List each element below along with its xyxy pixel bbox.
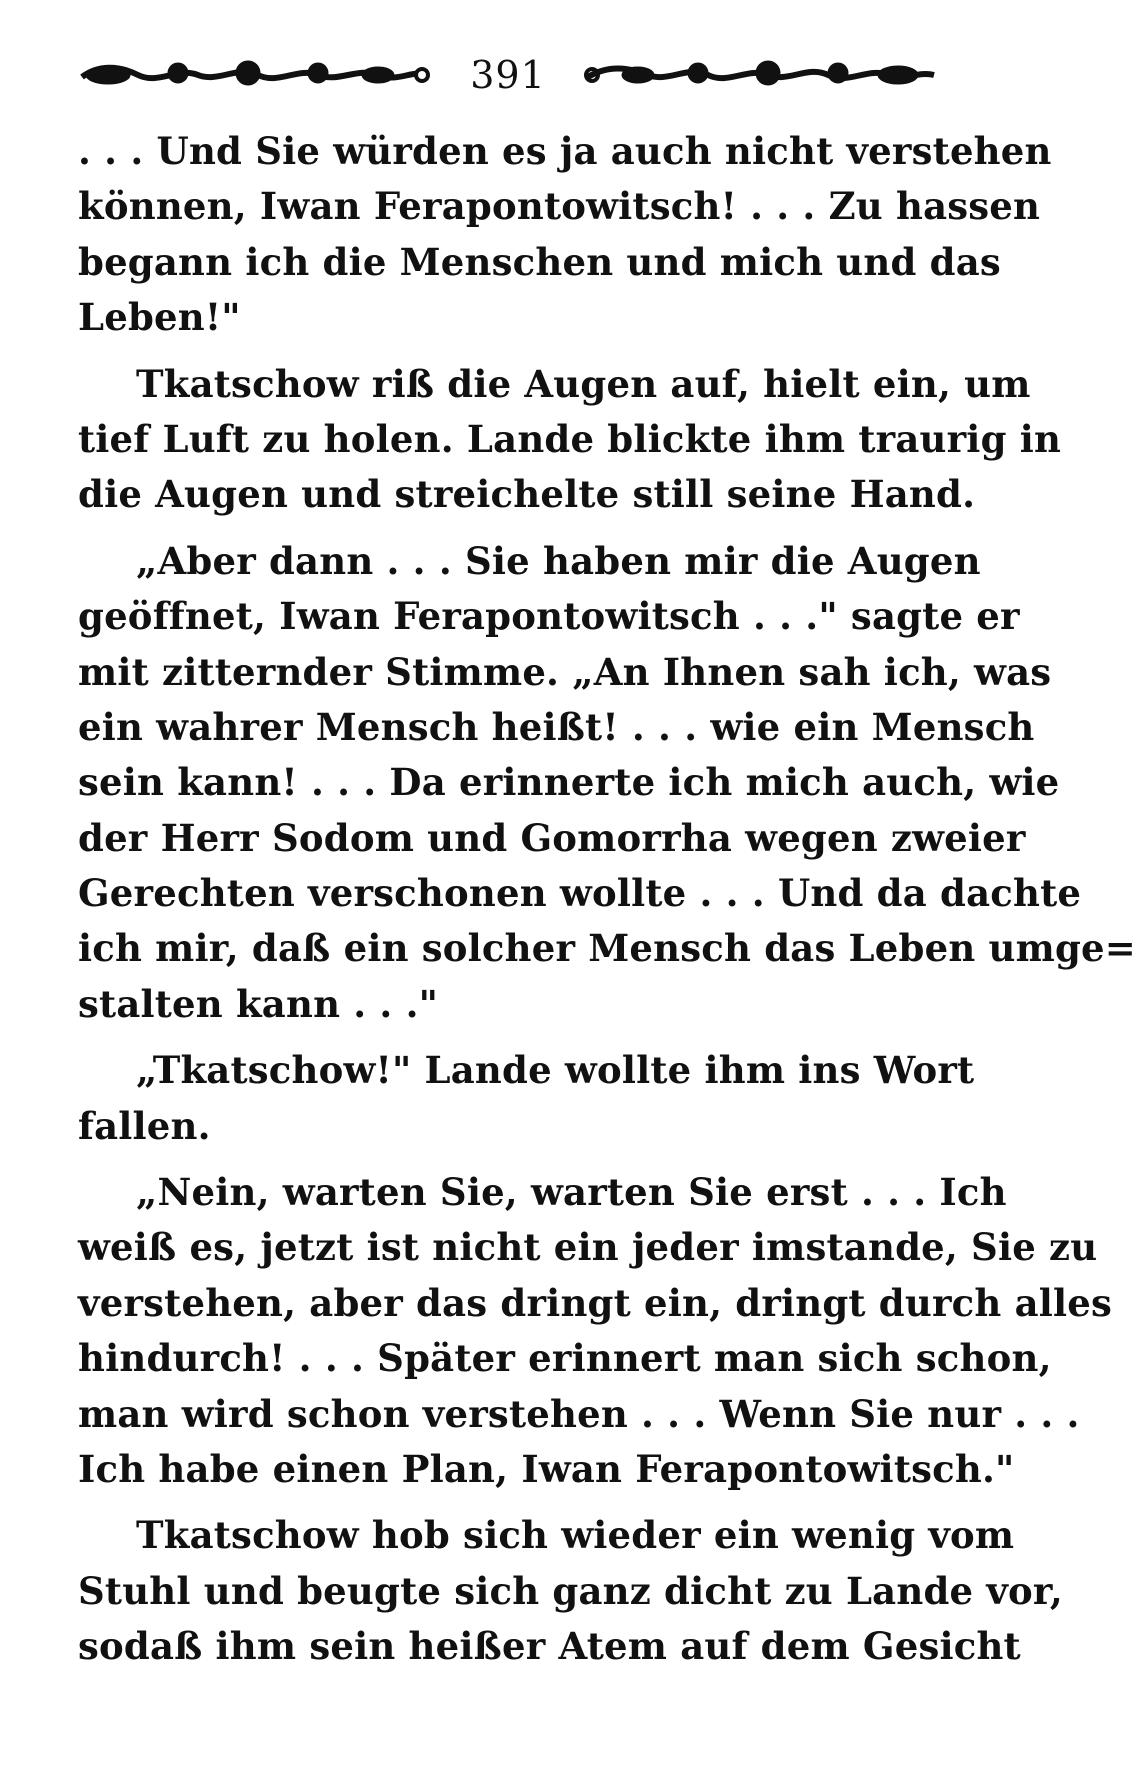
text-line: Leben!" [78,295,241,340]
text-line: stalten kann . . ." [78,981,439,1026]
paragraph [78,1508,1064,1674]
paragraph [78,357,1062,523]
body-text [78,124,1136,1675]
text-line: „Nein, warten Sie, warten Sie erst . . . Ich [136,1170,1007,1215]
text-line: hindurch! . . . Später erinnert man sich schon, [78,1336,1052,1381]
text-line: . . . Und Sie würden es ja auch nicht verstehen [78,129,1052,173]
floral-rule-ornament-left-icon [78,55,438,95]
text-line: tief Luft zu holen. Lande blickte ihm traurig in [78,416,1062,461]
page-header [78,50,938,100]
text-line: der Herr Sodom und Gomorrha wegen zweier [78,815,1026,860]
paragraph [78,124,1052,346]
text-line: ich mir, daß ein solcher Mensch das Leben umge= [78,926,1136,971]
text-line: Ich habe einen Plan, Iwan Ferapontowitsch." [78,1446,1015,1491]
text-line: sodaß ihm sein heißer Atem auf dem Gesicht [78,1624,1021,1669]
text-line: die Augen und streichelte still seine Hand. [78,472,976,517]
text-line: man wird schon verstehen . . . Wenn Sie nur . . . [78,1391,1080,1436]
text-line: verstehen, aber das dringt ein, dringt durch alles [78,1280,1113,1325]
text-line: Stuhl und beugte sich ganz dicht zu Lande vor, [78,1568,1064,1613]
text-line: ein wahrer Mensch heißt! . . . wie ein Mensch [78,704,1035,749]
text-line: können, Iwan Ferapontowitsch! . . . Zu hassen [78,184,1041,229]
text-line: sein kann! . . . Da erinnerte ich mich auch, wie [78,760,1060,805]
text-line: fallen. [78,1103,211,1148]
text-line: weiß es, jetzt ist nicht ein jeder imstande, Sie zu [78,1225,1098,1270]
text-line: Tkatschow riß die Augen auf, hielt ein, um [136,361,1031,406]
text-line: Tkatschow hob sich wieder ein wenig vom [136,1513,1015,1558]
floral-rule-ornament-right-icon [578,55,938,95]
page-number: 391 [470,53,546,97]
text-line: „Aber dann . . . Sie haben mir die Augen [136,538,981,583]
text-line: Gerechten verschonen wollte . . . Und da dachte [78,871,1082,916]
text-line: mit zitternder Stimme. „An Ihnen sah ich, was [78,649,1052,694]
text-line: geöffnet, Iwan Ferapontowitsch . . ." sagte er [78,594,1020,639]
paragraph [78,1043,975,1154]
paragraph [78,1165,1113,1497]
text-line: begann ich die Menschen und mich und das [78,239,1001,284]
text-line: „Tkatschow!" Lande wollte ihm ins Wort [136,1048,975,1093]
paragraph [78,534,1136,1033]
